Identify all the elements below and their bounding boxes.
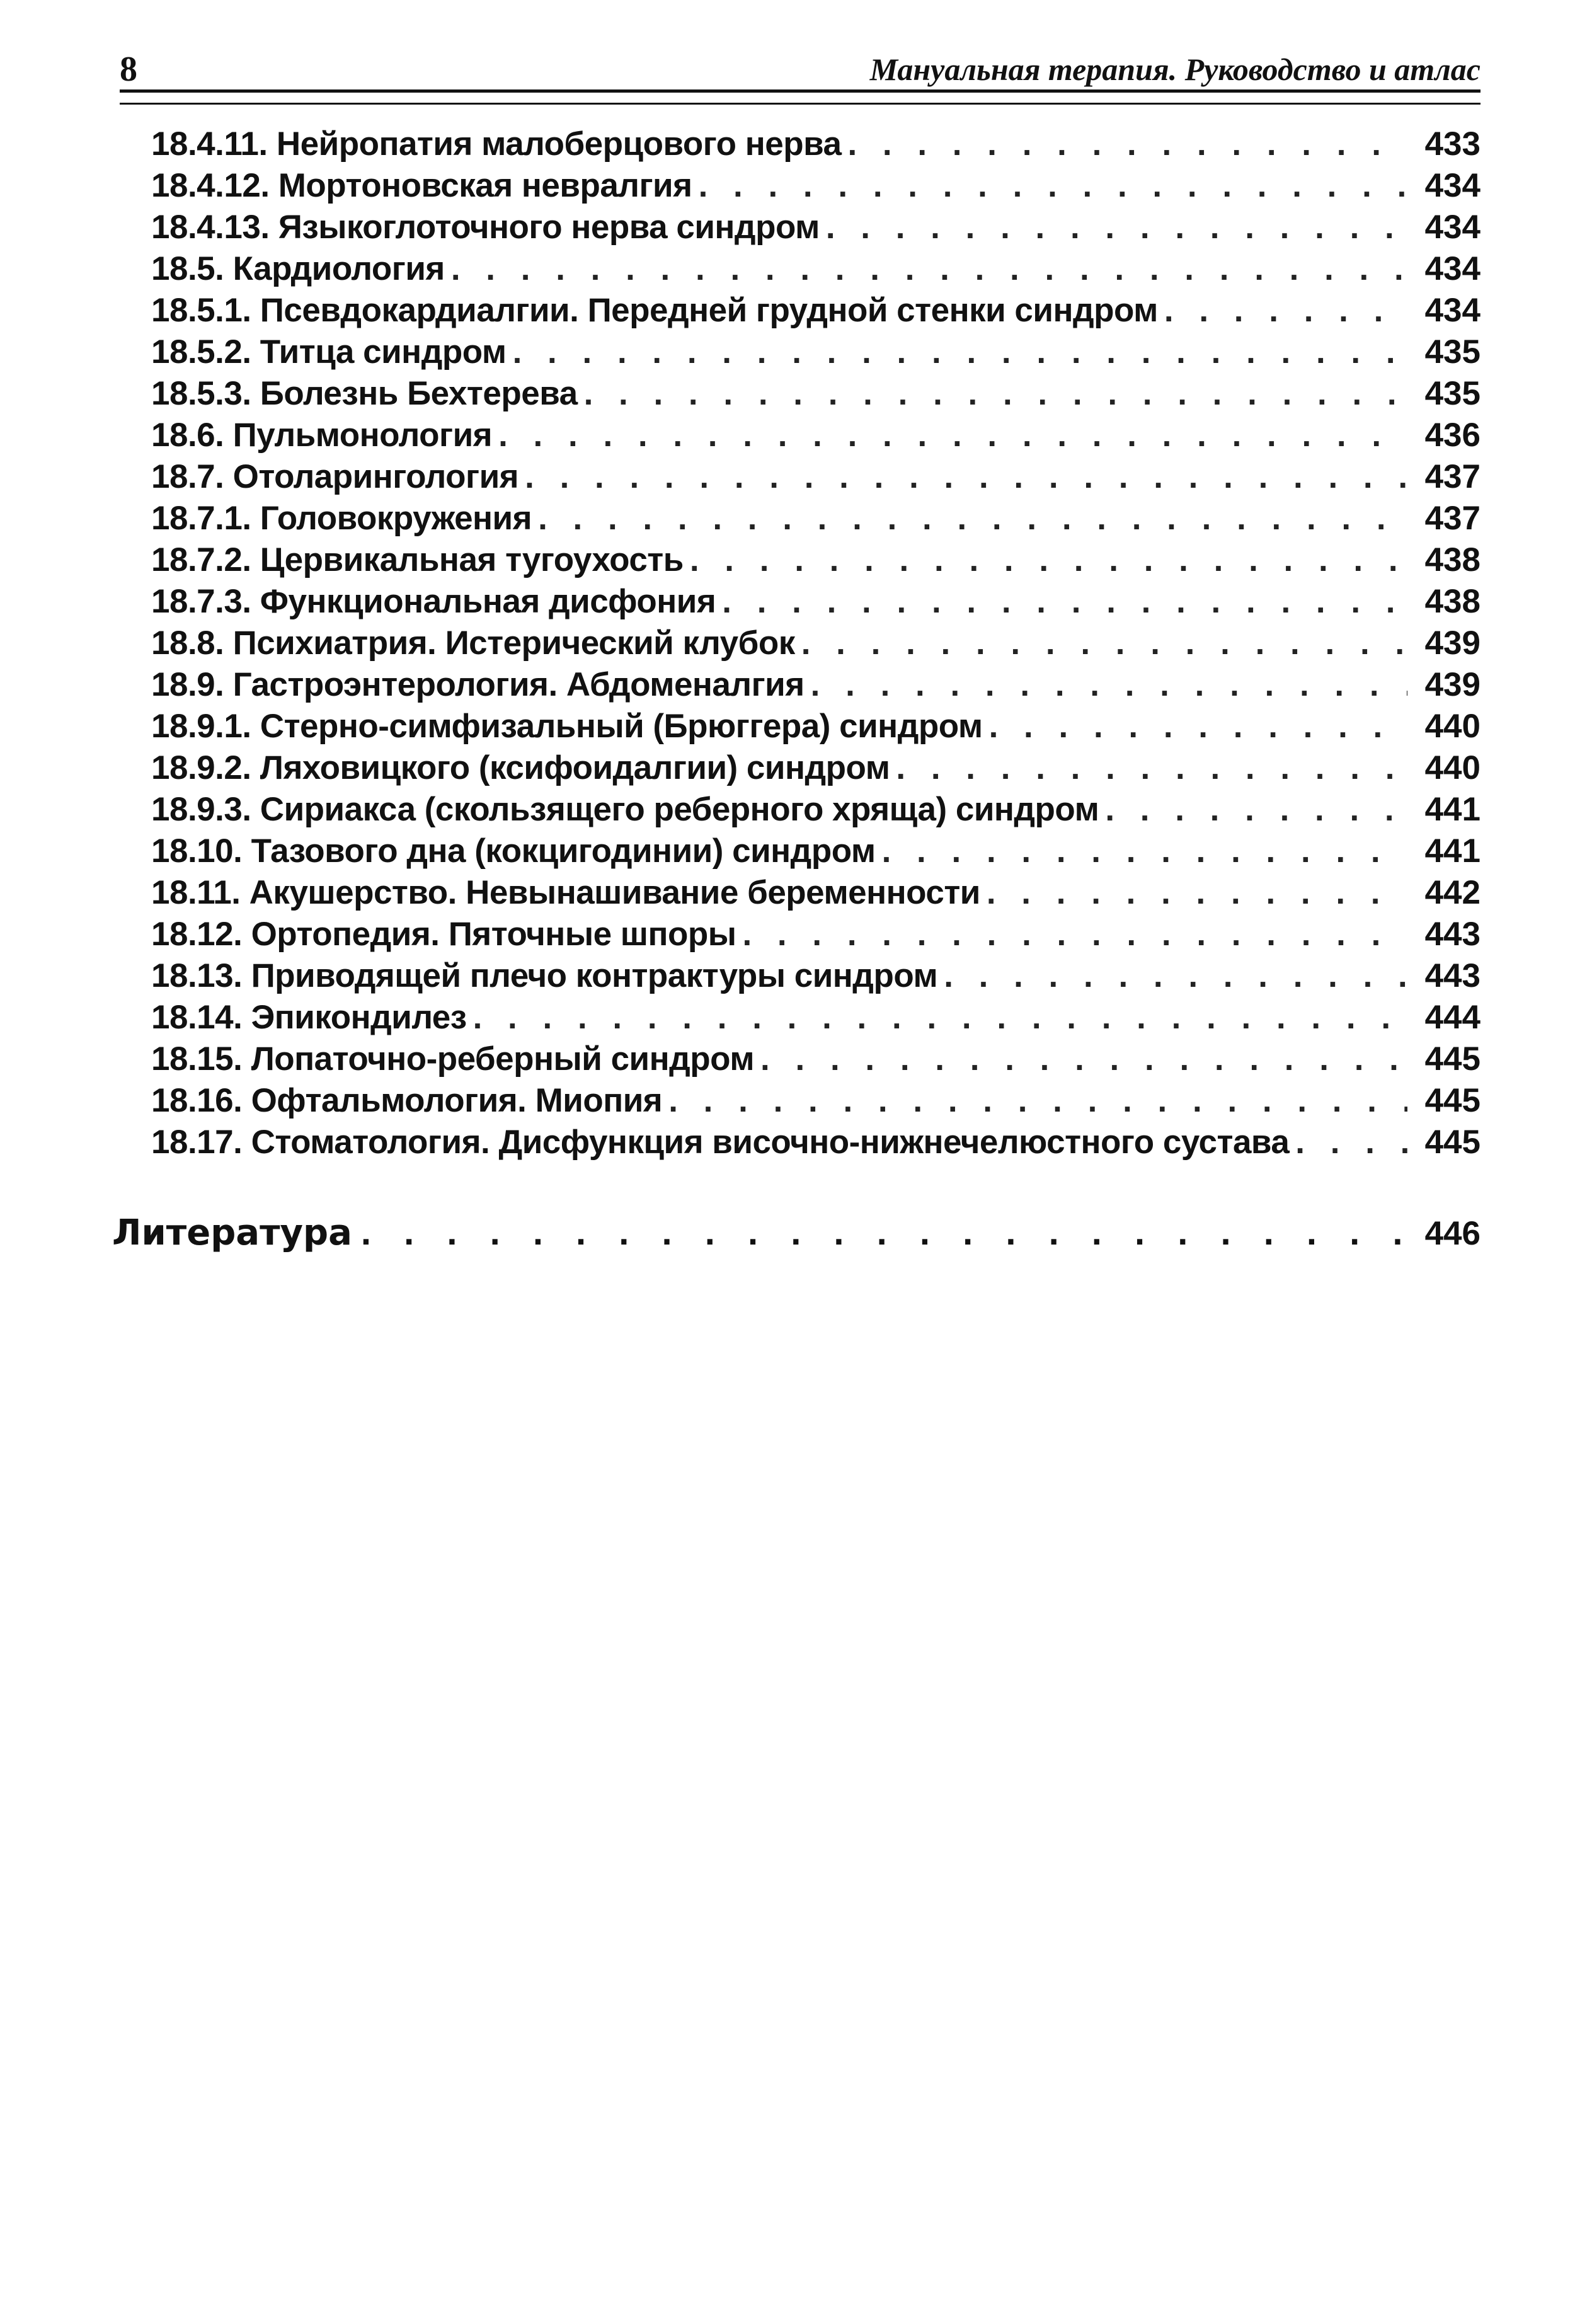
dot-leader [699, 165, 1407, 207]
toc-entry-label: 18.5.3. Болезнь Бехтерева [151, 375, 578, 412]
toc-entry-label: 18.7. Отоларингология [151, 458, 519, 495]
toc-entry [151, 997, 1480, 1038]
toc-entry-page: 443 [1424, 916, 1480, 953]
toc-entry-page: 440 [1424, 749, 1480, 786]
dot-leader [987, 872, 1407, 914]
toc-entry [151, 872, 1480, 914]
toc-entry-label: 18.7.3. Функциональная дисфония [151, 583, 716, 620]
literature-page: 446 [1424, 1215, 1480, 1252]
toc-entry [151, 955, 1480, 997]
dot-leader [882, 831, 1407, 872]
dot-leader [513, 331, 1407, 373]
toc-entry [151, 581, 1480, 623]
dot-leader [989, 706, 1407, 747]
toc-entry [151, 1038, 1480, 1080]
running-title: Мануальная терапия. Руководство и атлас [869, 52, 1480, 87]
dot-leader [760, 1038, 1407, 1080]
toc-entry [151, 248, 1480, 290]
table-of-contents [151, 124, 1480, 1163]
toc-entry [151, 747, 1480, 789]
toc-entry [151, 165, 1480, 207]
toc-entry [151, 124, 1480, 165]
dot-leader [690, 539, 1407, 581]
toc-entry [151, 789, 1480, 831]
toc-entry-page: 442 [1424, 874, 1480, 911]
toc-entry [151, 207, 1480, 248]
toc-entry-literature [112, 1207, 1480, 1258]
toc-entry-label: 18.4.13. Языкоглоточного нерва синдром [151, 209, 820, 246]
toc-entry-page: 438 [1424, 541, 1480, 578]
toc-entry-label: 18.9.1. Стерно-симфизальный (Брюггера) синдром [151, 708, 983, 745]
dot-leader [525, 456, 1407, 498]
dot-leader [847, 124, 1407, 165]
toc-entry-label: 18.9.3. Сириакса (скользящего реберного хряща) синдром [151, 791, 1099, 828]
dot-leader [451, 248, 1407, 290]
toc-entry-label: 18.7.2. Цервикальная тугоухость [151, 541, 684, 578]
toc-entry-page: 445 [1424, 1124, 1480, 1161]
toc-entry-page: 434 [1424, 209, 1480, 246]
toc-entry-label: 18.16. Офтальмология. Миопия [151, 1082, 663, 1119]
toc-entry-page: 444 [1424, 999, 1480, 1036]
toc-entry-page: 434 [1424, 292, 1480, 329]
toc-entry-label: 18.11. Акушерство. Невынашивание беременности [151, 874, 980, 911]
toc-entry-page: 433 [1424, 125, 1480, 163]
toc-entry [151, 1080, 1480, 1122]
toc-entry [151, 331, 1480, 373]
toc-entry-page: 436 [1424, 417, 1480, 454]
header-rule-thin [120, 103, 1480, 105]
toc-entry-label: 18.17. Стоматология. Дисфункция височно-нижнечелюстного сустава [151, 1124, 1290, 1161]
dot-leader [801, 623, 1407, 664]
dot-leader [1295, 1122, 1407, 1163]
toc-entry-page: 434 [1424, 167, 1480, 204]
dot-leader [668, 1080, 1407, 1122]
toc-entry [151, 706, 1480, 747]
toc-entry-page: 441 [1424, 832, 1480, 870]
toc-entry-page: 441 [1424, 791, 1480, 828]
header-rule-thick [120, 89, 1480, 93]
dot-leader [722, 581, 1407, 623]
toc-entry-label: 18.4.12. Мортоновская невралгия [151, 167, 692, 204]
toc-entry-label: 18.4.11. Нейропатия малоберцового нерва [151, 125, 842, 163]
toc-entry [151, 914, 1480, 955]
toc-entry [151, 664, 1480, 706]
toc-entry [151, 539, 1480, 581]
dot-leader [1164, 290, 1407, 331]
toc-entry-page: 440 [1424, 708, 1480, 745]
toc-entry-label: 18.5.1. Псевдокардиалгии. Передней грудной стенки синдром [151, 292, 1158, 329]
toc-entry-label: 18.5.2. Титца синдром [151, 333, 507, 371]
dot-leader [473, 997, 1407, 1038]
toc-entry-page: 445 [1424, 1040, 1480, 1078]
toc-entry-label: 18.9.2. Ляховицкого (ксифоидалгии) синдром [151, 749, 890, 786]
toc-entry [151, 831, 1480, 872]
dot-leader [826, 207, 1407, 248]
toc-entry-label: 18.12. Ортопедия. Пяточные шпоры [151, 916, 736, 953]
toc-entry [151, 456, 1480, 498]
dot-leader [498, 415, 1407, 456]
dot-leader [584, 373, 1407, 415]
dot-leader [944, 955, 1407, 997]
toc-entry-page: 439 [1424, 624, 1480, 662]
toc-entry-label: 18.9. Гастроэнтерология. Абдоменалгия [151, 666, 805, 703]
toc-entry-page: 445 [1424, 1082, 1480, 1119]
dot-leader [742, 914, 1407, 955]
toc-entry-label: 18.5. Кардиология [151, 250, 445, 287]
toc-entry-page: 434 [1424, 250, 1480, 287]
dot-leader [538, 498, 1407, 539]
toc-entry [151, 623, 1480, 664]
toc-entry-label: 18.7.1. Головокружения [151, 500, 532, 537]
toc-entry-page: 437 [1424, 500, 1480, 537]
toc-entry [151, 415, 1480, 456]
toc-entry [151, 290, 1480, 331]
toc-entry-label: 18.15. Лопаточно-реберный синдром [151, 1040, 755, 1078]
toc-entry-page: 435 [1424, 375, 1480, 412]
toc-entry [151, 498, 1480, 539]
dot-leader [361, 1207, 1407, 1258]
toc-entry-label: 18.14. Эпикондилез [151, 999, 467, 1036]
toc-entry [151, 1122, 1480, 1163]
literature-label: Литература [112, 1212, 352, 1253]
toc-entry-page: 435 [1424, 333, 1480, 371]
toc-entry-page: 443 [1424, 957, 1480, 994]
page-header [120, 45, 1480, 96]
toc-entry [151, 373, 1480, 415]
dot-leader [811, 664, 1407, 706]
page-number: 8 [120, 50, 137, 89]
dot-leader [896, 747, 1407, 789]
toc-entry-page: 437 [1424, 458, 1480, 495]
toc-entry-page: 439 [1424, 666, 1480, 703]
toc-entry-label: 18.8. Психиатрия. Истерический клубок [151, 624, 795, 662]
dot-leader [1105, 789, 1407, 831]
toc-entry-label: 18.13. Приводящей плечо контрактуры синдром [151, 957, 938, 994]
toc-entry-page: 438 [1424, 583, 1480, 620]
toc-entry-label: 18.6. Пульмонология [151, 417, 493, 454]
toc-entry-label: 18.10. Тазового дна (кокцигодинии) синдром [151, 832, 876, 870]
